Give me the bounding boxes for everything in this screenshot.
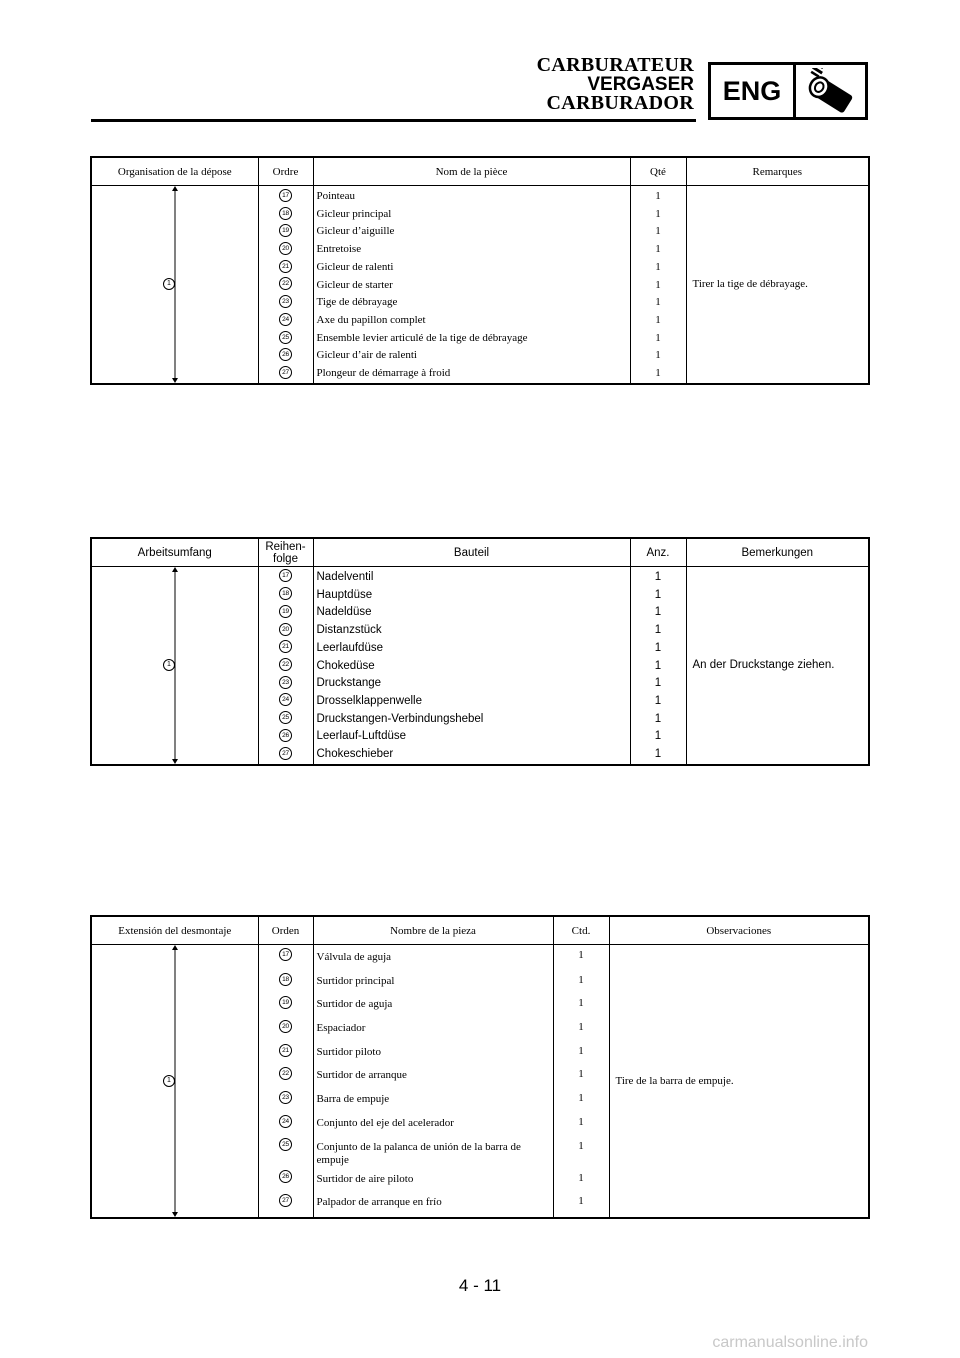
disassembly-scope-cell: [91, 945, 258, 1218]
quantity: 1: [630, 294, 686, 312]
part-name: Surtidor de aire piloto: [313, 1170, 553, 1194]
range-marker: 1: [163, 278, 175, 290]
order-cell: [258, 186, 313, 206]
part-name: Drosselklappenwelle: [313, 693, 630, 711]
table-header-row: [91, 916, 869, 945]
order-number: 25: [279, 1138, 292, 1151]
order-number: 26: [279, 1170, 292, 1183]
col-header-order: Reihen- folge: [258, 538, 313, 567]
order-number: 20: [279, 1020, 292, 1033]
order-cell: [258, 995, 313, 1019]
quantity: 1: [553, 1170, 609, 1194]
remarks-cell: [686, 567, 869, 765]
table-row: [91, 945, 869, 972]
part-name: Nadeldüse: [313, 604, 630, 622]
title-fr: CARBURATEUR: [536, 54, 694, 76]
part-name: Surtidor principal: [313, 972, 553, 996]
quantity: 1: [553, 1043, 609, 1067]
order-number: 19: [279, 224, 292, 237]
order-number: 20: [279, 242, 292, 255]
quantity: 1: [630, 330, 686, 348]
order-cell: [258, 972, 313, 996]
col-header-remarks: Bemerkungen: [686, 538, 869, 567]
part-name: Ensemble levier articulé de la tige de débrayage: [313, 330, 630, 348]
scope-range-bracket: [168, 945, 182, 1217]
order-cell: [258, 347, 313, 365]
col-header-part: Nombre de la pieza: [313, 916, 553, 945]
col-header-scope: Extensión del desmontaje: [91, 916, 258, 945]
quantity: 1: [630, 587, 686, 605]
table-body: [91, 945, 869, 1218]
order-cell: [258, 241, 313, 259]
table-header-row: [91, 157, 869, 186]
quantity: 1: [553, 1019, 609, 1043]
section-titles: [537, 56, 694, 113]
title-de: VERGASER: [587, 74, 694, 95]
order-cell: [258, 1066, 313, 1090]
table-row: [91, 186, 869, 206]
order-number: 23: [279, 1091, 292, 1104]
quantity: 1: [553, 1066, 609, 1090]
order-cell: [258, 567, 313, 587]
order-number: 18: [279, 973, 292, 986]
part-name: Surtidor piloto: [313, 1043, 553, 1067]
quantity: 1: [630, 186, 686, 206]
order-cell: [258, 604, 313, 622]
order-cell: [258, 622, 313, 640]
section-label: ENG: [711, 65, 796, 117]
order-cell: [258, 365, 313, 384]
table-body: [91, 567, 869, 765]
order-number: 21: [279, 260, 292, 273]
part-name: Espaciador: [313, 1019, 553, 1043]
order-number: 24: [279, 693, 292, 706]
order-number: 19: [279, 605, 292, 618]
order-cell: [258, 746, 313, 765]
order-number: 23: [279, 295, 292, 308]
part-name: Leerlaufdüse: [313, 640, 630, 658]
quantity: 1: [630, 567, 686, 587]
order-number: 20: [279, 623, 292, 636]
parts-table-fr: [90, 156, 870, 385]
part-name: Gicleur d’air de ralenti: [313, 347, 630, 365]
quantity: 1: [553, 1090, 609, 1114]
arrow-down-icon: [172, 378, 178, 383]
order-cell: [258, 206, 313, 224]
order-number: 27: [279, 1194, 292, 1207]
col-header-remarks: Remarques: [686, 157, 869, 186]
order-cell: [258, 728, 313, 746]
order-number: 22: [279, 1067, 292, 1080]
quantity: 1: [630, 277, 686, 295]
quantity: 1: [553, 1114, 609, 1138]
quantity: 1: [630, 365, 686, 384]
quantity: 1: [553, 972, 609, 996]
quantity: 1: [630, 259, 686, 277]
col-header-qty: Ctd.: [553, 916, 609, 945]
quantity: 1: [630, 746, 686, 765]
order-number: 21: [279, 640, 292, 653]
part-name: Conjunto de la palanca de unión de la barra de empuje: [313, 1138, 553, 1170]
part-name: Surtidor de arranque: [313, 1066, 553, 1090]
part-name: Gicleur d’aiguille: [313, 223, 630, 241]
order-number: 21: [279, 1044, 292, 1057]
remarks-cell: [609, 945, 869, 1218]
quantity: 1: [630, 622, 686, 640]
parts-table-es: [90, 915, 870, 1219]
col-header-scope: Organisation de la dépose: [91, 157, 258, 186]
col-header-order: Orden: [258, 916, 313, 945]
quantity: 1: [553, 1193, 609, 1218]
disassembly-scope-cell: [91, 186, 258, 384]
order-cell: [258, 294, 313, 312]
quantity: 1: [553, 995, 609, 1019]
quantity: 1: [630, 658, 686, 676]
order-cell: [258, 277, 313, 295]
col-header-qty: Anz.: [630, 538, 686, 567]
remark-text: An der Druckstange ziehen.: [692, 659, 835, 672]
table-row: [91, 567, 869, 587]
order-cell: [258, 658, 313, 676]
section-badge: [708, 62, 868, 120]
order-number: 25: [279, 711, 292, 724]
order-cell: [258, 1114, 313, 1138]
part-name: Plongeur de démarrage à froid: [313, 365, 630, 384]
col-header-order: Ordre: [258, 157, 313, 186]
part-name: Distanzstück: [313, 622, 630, 640]
part-name: Barra de empuje: [313, 1090, 553, 1114]
part-name: Válvula de aguja: [313, 945, 553, 972]
watermark: carmanualsonline.info: [712, 1334, 868, 1351]
quantity: 1: [630, 640, 686, 658]
part-name: Gicleur de ralenti: [313, 259, 630, 277]
arrow-up-icon: [172, 567, 178, 572]
part-name: Chokeschieber: [313, 746, 630, 765]
order-cell: [258, 675, 313, 693]
quantity: 1: [630, 693, 686, 711]
col-header-part: Nom de la pièce: [313, 157, 630, 186]
arrow-down-icon: [172, 1212, 178, 1217]
order-cell: [258, 1170, 313, 1194]
order-number: 27: [279, 747, 292, 760]
order-cell: [258, 259, 313, 277]
col-header-scope: Arbeitsumfang: [91, 538, 258, 567]
order-number: 23: [279, 676, 292, 689]
part-name: Surtidor de aguja: [313, 995, 553, 1019]
order-number: 24: [279, 1115, 292, 1128]
order-cell: [258, 223, 313, 241]
range-marker: 1: [163, 659, 175, 671]
order-number: 17: [279, 189, 292, 202]
part-name: Axe du papillon complet: [313, 312, 630, 330]
quantity: 1: [630, 728, 686, 746]
part-name: Chokedüse: [313, 658, 630, 676]
quantity: 1: [553, 1138, 609, 1170]
order-cell: [258, 640, 313, 658]
col-header-qty: Qté: [630, 157, 686, 186]
order-cell: [258, 1043, 313, 1067]
quantity: 1: [630, 711, 686, 729]
arrow-up-icon: [172, 945, 178, 950]
order-cell: [258, 330, 313, 348]
order-number: 26: [279, 348, 292, 361]
table-body: [91, 186, 869, 384]
remark-text: Tire de la barra de empuje.: [615, 1074, 734, 1087]
header-rule: [91, 119, 696, 122]
order-number: 27: [279, 366, 292, 379]
range-marker: 1: [163, 1075, 175, 1087]
part-name: Leerlauf-Luftdüse: [313, 728, 630, 746]
order-number: 22: [279, 658, 292, 671]
quantity: 1: [630, 241, 686, 259]
order-number: 19: [279, 996, 292, 1009]
part-name: Gicleur principal: [313, 206, 630, 224]
part-name: Entretoise: [313, 241, 630, 259]
remark-text: Tirer la tige de débrayage.: [692, 278, 808, 291]
col-header-part: Bauteil: [313, 538, 630, 567]
title-es: CARBURADOR: [546, 92, 694, 114]
scope-range-bracket: [168, 567, 182, 764]
order-number: 24: [279, 313, 292, 326]
order-cell: [258, 1019, 313, 1043]
col-header-remarks: Observaciones: [609, 916, 869, 945]
part-name: Hauptdüse: [313, 587, 630, 605]
order-number: 18: [279, 207, 292, 220]
page-number: 4 - 11: [458, 1276, 502, 1295]
arrow-down-icon: [172, 759, 178, 764]
disassembly-scope-cell: [91, 567, 258, 765]
part-name: Nadelventil: [313, 567, 630, 587]
scope-range-bracket: [168, 186, 182, 383]
order-cell: [258, 945, 313, 972]
order-cell: [258, 693, 313, 711]
quantity: 1: [630, 206, 686, 224]
quantity: 1: [630, 347, 686, 365]
remarks-cell: [686, 186, 869, 384]
order-number: 26: [279, 729, 292, 742]
order-cell: [258, 312, 313, 330]
quantity: 1: [630, 604, 686, 622]
order-number: 18: [279, 587, 292, 600]
order-number: 17: [279, 948, 292, 961]
order-cell: [258, 1138, 313, 1170]
arrow-up-icon: [172, 186, 178, 191]
part-name: Tige de débrayage: [313, 294, 630, 312]
order-number: 22: [279, 277, 292, 290]
part-name: Conjunto del eje del acelerador: [313, 1114, 553, 1138]
order-number: 17: [279, 569, 292, 582]
order-number: 25: [279, 331, 292, 344]
part-name: Gicleur de starter: [313, 277, 630, 295]
part-name: Druckstangen-Verbindungshebel: [313, 711, 630, 729]
quantity: 1: [553, 945, 609, 972]
order-cell: [258, 1193, 313, 1218]
part-name: Druckstange: [313, 675, 630, 693]
order-cell: [258, 587, 313, 605]
quantity: 1: [630, 312, 686, 330]
engine-piston-icon: [796, 65, 865, 117]
order-cell: [258, 1090, 313, 1114]
part-name: Palpador de arranque en frío: [313, 1193, 553, 1218]
table-header-row: [91, 538, 869, 567]
order-cell: [258, 711, 313, 729]
parts-table-de: [90, 537, 870, 766]
quantity: 1: [630, 223, 686, 241]
part-name: Pointeau: [313, 186, 630, 206]
quantity: 1: [630, 675, 686, 693]
